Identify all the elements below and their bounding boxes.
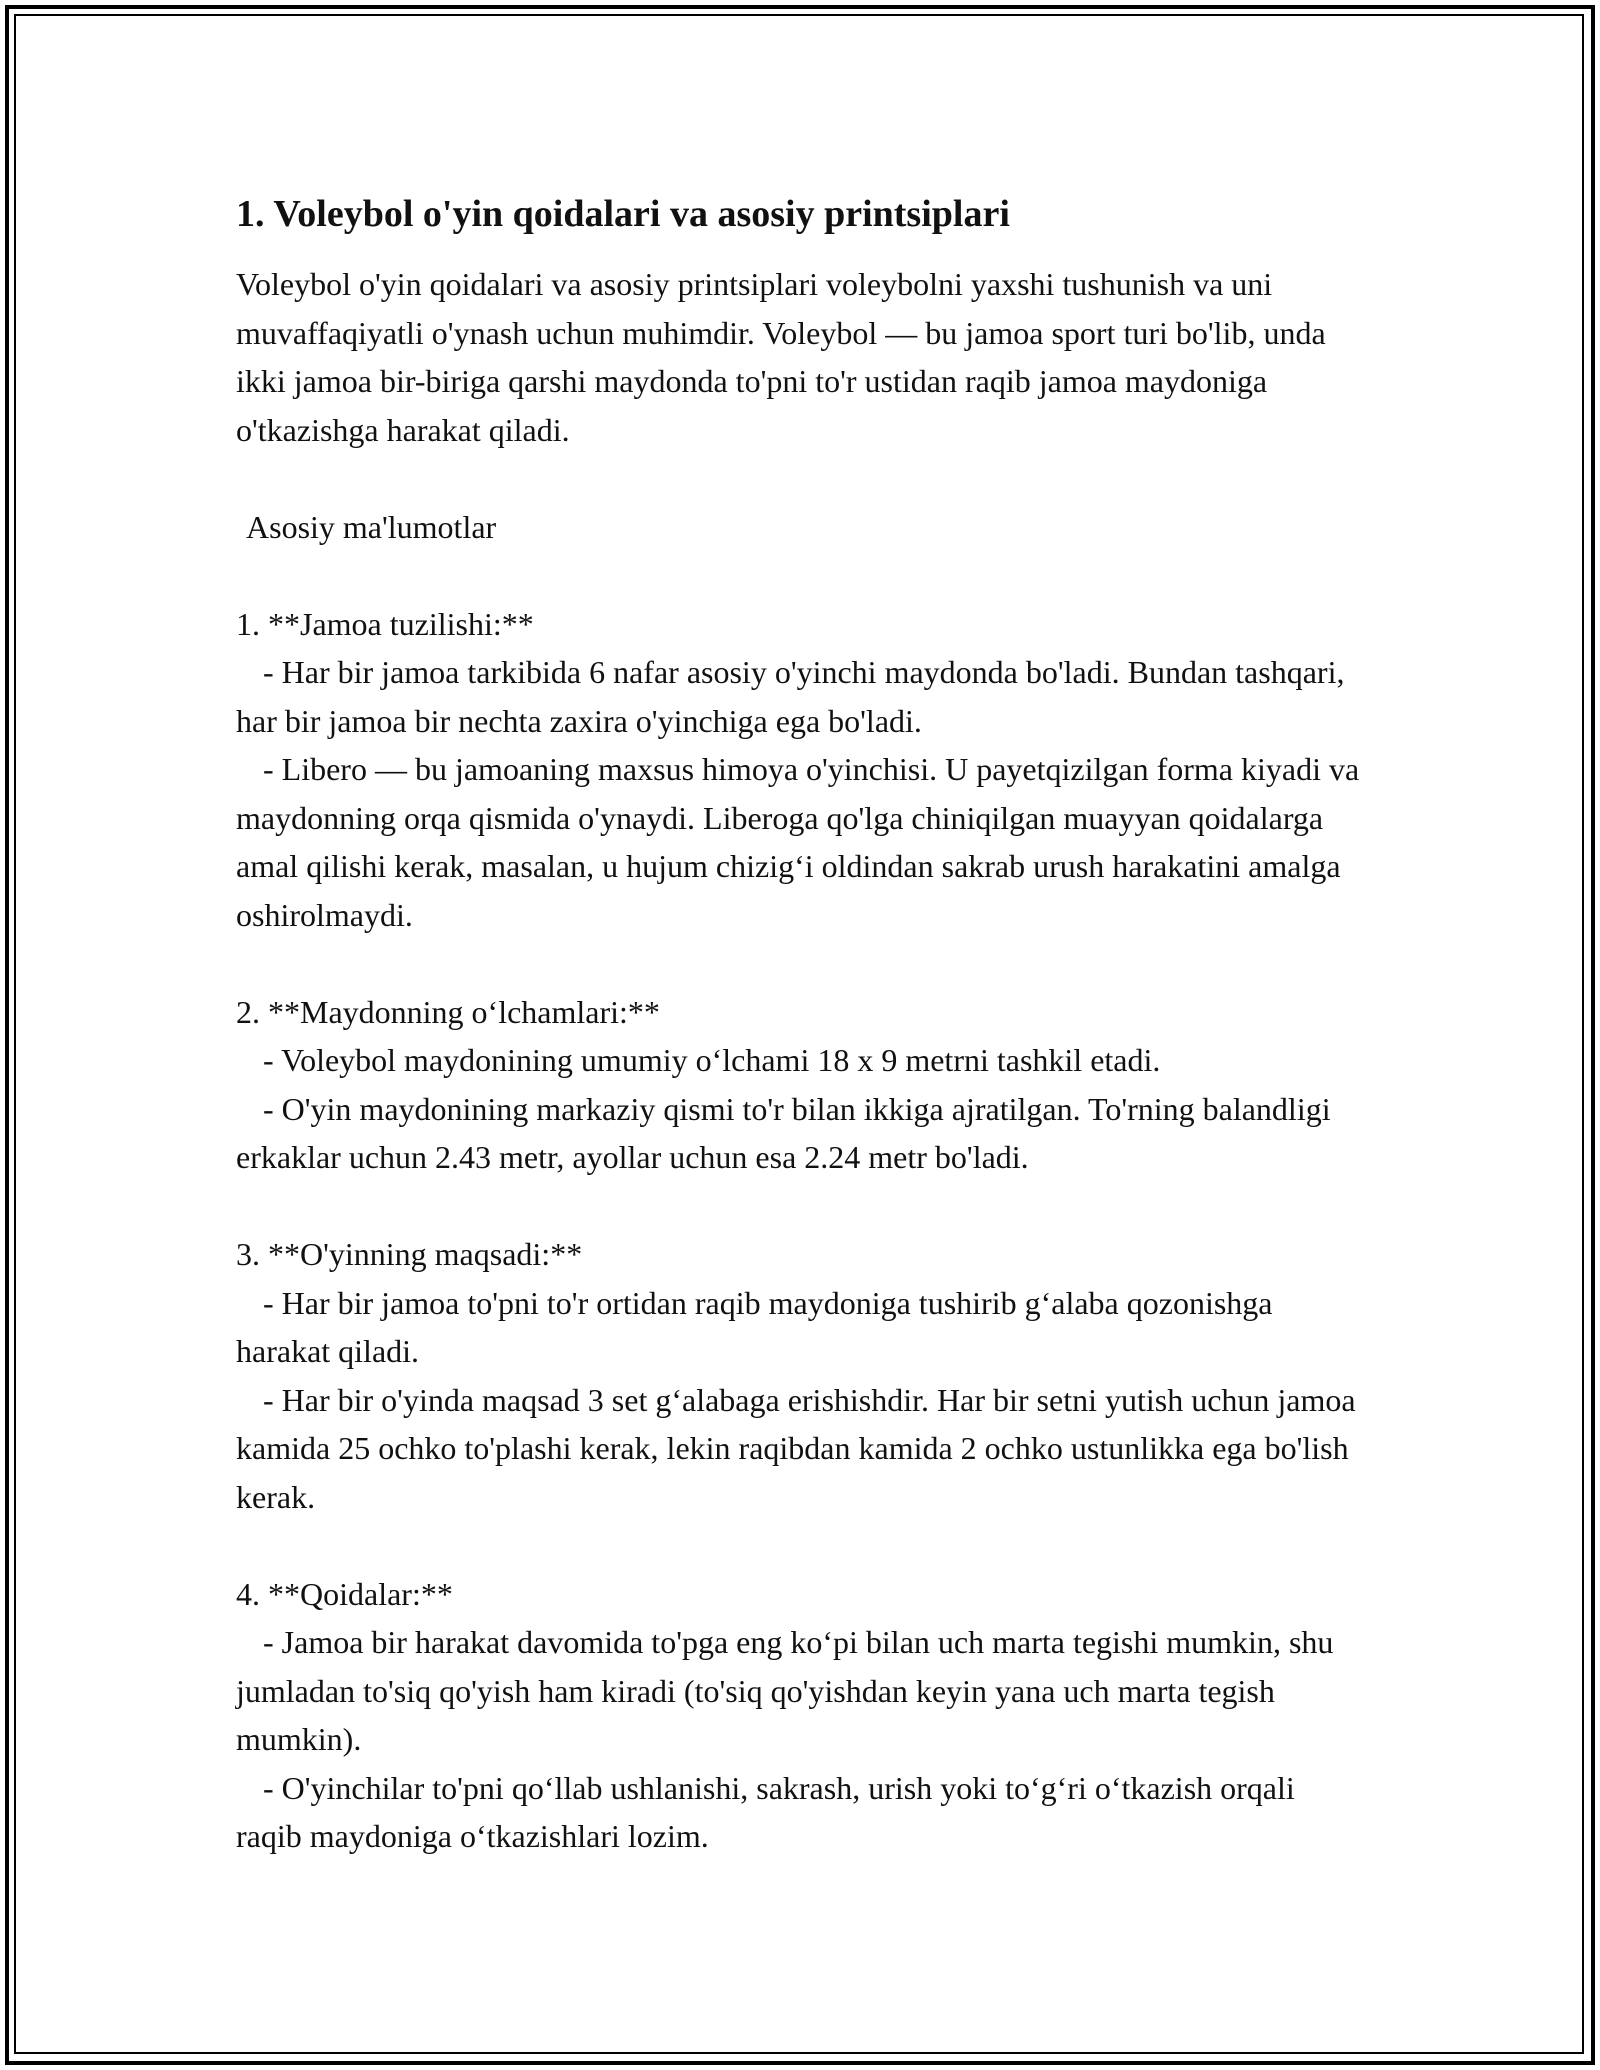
subsection-label: Asosiy ma'lumotlar bbox=[246, 508, 497, 545]
list-item-team-structure bbox=[236, 600, 1364, 940]
section-heading: 1. Voleybol o'yin qoidalari va asosiy printsiplari bbox=[236, 193, 1010, 235]
list-item-title: 3. **O'yinning maqsadi:** bbox=[236, 1236, 583, 1272]
list-item-title: 4. **Qoidalar:** bbox=[236, 1575, 453, 1612]
spacer bbox=[236, 939, 1364, 988]
list-item-bullet: - Voleybol maydonining umumiy o‘lchami 18 x 9 metrni tashkil etadi. bbox=[263, 1042, 1161, 1078]
list-item-bullet: - O'yin maydonining markaziy qismi to'r bilan ikkiga ajratilgan. To'rning balandligi erkaklar uchun 2.43 metr, ayollar uchun esa 2.24 metr bo'ladi. bbox=[236, 1090, 1331, 1175]
list-item-court-dimensions bbox=[236, 988, 1364, 1182]
spacer bbox=[236, 454, 1364, 503]
list-item-bullet: - Har bir o'yinda maqsad 3 set g‘alabaga erishishdir. Har bir setni yutish uchun jamoa kamida 25 ochko to'plashi kerak, lekin raqibdan kamida 2 ochko ustunlikka ega bo'lish kerak. bbox=[236, 1381, 1356, 1515]
spacer bbox=[236, 551, 1364, 600]
spacer bbox=[236, 1182, 1364, 1231]
intro-paragraph: Voleybol o'yin qoidalari va asosiy printsiplari voleybolni yaxshi tushunish va uni muvaffaqiyatli o'ynash uchun muhimdir. Voleybol — bu jamoa sport turi bo'lib, unda ikki jamoa bir-biriga qarshi maydonda to'pni to'r ustidan raqib jamoa maydoniga o'tkazishga harakat qiladi. bbox=[236, 266, 1326, 448]
document-body bbox=[236, 186, 1364, 1861]
list-item-title: 2. **Maydonning o‘lchamlari:** bbox=[236, 993, 660, 1030]
list-item-bullet: - O'yinchilar to'pni qo‘llab ushlanishi, sakrash, urish yoki to‘g‘ri o‘tkazish orqali raqib maydoniga o‘tkazishlari lozim. bbox=[236, 1769, 1295, 1854]
list-item-rules bbox=[236, 1570, 1364, 1861]
list-item-bullet: - Har bir jamoa tarkibida 6 nafar asosiy o'yinchi maydonda bo'ladi. Bundan tashqari, har bir jamoa bir nechta zaxira o'yinchiga ega bo'ladi. bbox=[236, 654, 1345, 739]
spacer bbox=[236, 1521, 1364, 1570]
list-item-bullet: - Libero — bu jamoaning maxsus himoya o'yinchisi. U payetqizilgan forma kiyadi va maydonning orqa qismida o'ynaydi. Liberoga qo'lga chiniqilgan muayyan qoidalarga amal qilishi kerak, masalan, u hujum chizig‘i oldindan sakrab urush harakatini amalga oshirolmaydi. bbox=[236, 751, 1360, 933]
list-item-bullet: - Jamoa bir harakat davomida to'pga eng ko‘pi bilan uch marta tegishi mumkin, shu jumladan to'siq qo'yish ham kiradi (to'siq qo'yishdan keyin yana uch marta tegish mumkin). bbox=[236, 1624, 1334, 1757]
list-item-bullet: - Har bir jamoa to'pni to'r ortidan raqib maydoniga tushirib g‘alaba qozonishga harakat qiladi. bbox=[236, 1284, 1273, 1369]
list-item-title: 1. **Jamoa tuzilishi:** bbox=[236, 605, 534, 642]
list-item-game-objective bbox=[236, 1230, 1364, 1521]
